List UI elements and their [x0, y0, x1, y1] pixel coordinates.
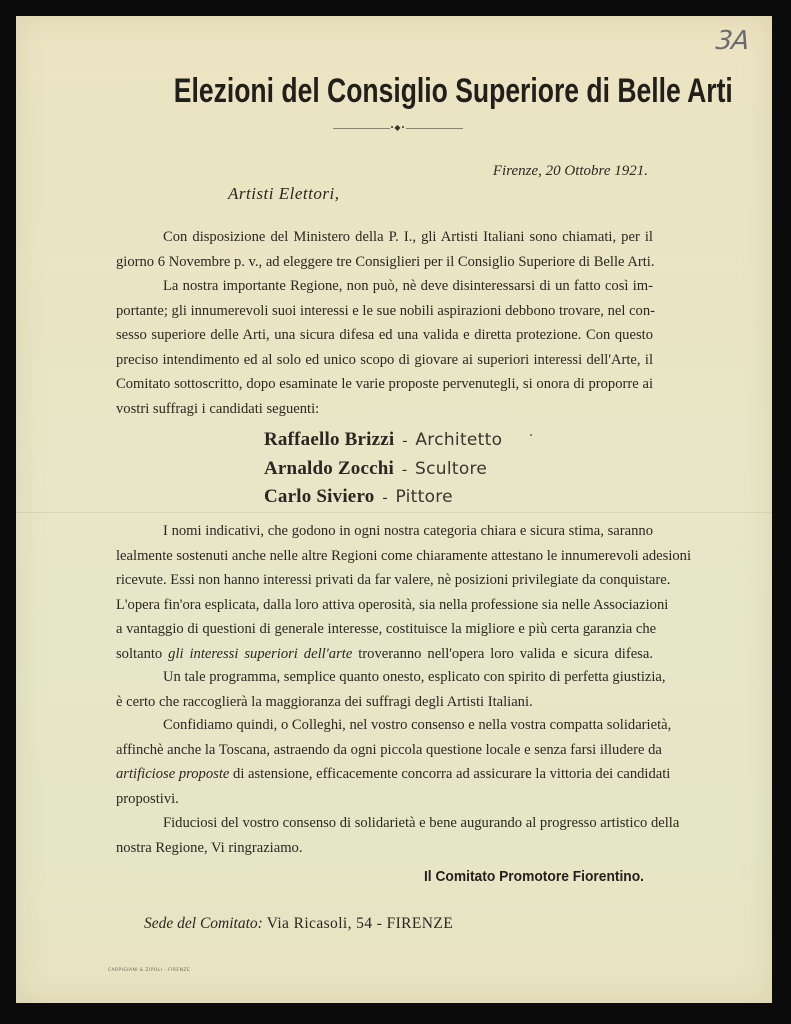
text-line-emphasis	[116, 762, 671, 787]
text-line: affinchè anche la Toscana, astraendo da ogni piccola questione locale e senza farsi illudere da	[116, 741, 662, 758]
text-line: preciso intendimento ed al solo ed unico scopo di giovare ai superiori interessi dell'Arte, il	[116, 351, 653, 368]
title-ornament-icon: •◆•	[390, 123, 406, 132]
paragraph-5	[116, 713, 672, 811]
text-line: propostivi.	[116, 790, 179, 807]
paper-fold-line	[16, 512, 772, 513]
text-line: lealmente sostenuti anche nelle altre Regioni come chiaramente attestano le innumerevoli adesioni	[116, 547, 692, 564]
text-line: Con disposizione del Ministero della P. I., gli Artisti Italiani sono chiamati, per il	[163, 229, 653, 245]
text-line: I nomi indicativi, che godono in ogni nostra categoria chiara e sicura stima, saranno	[163, 523, 653, 539]
candidate-name: Carlo Siviero	[264, 486, 375, 507]
paragraph-6	[116, 811, 680, 860]
text-line: Comitato sottoscritto, dopo esaminate le varie proposte pervenutegli, si onora di proporre ai	[116, 376, 653, 392]
candidate-role: Architetto	[415, 430, 503, 450]
text-line: La nostra importante Regione, non può, nè deve disinteressarsi di un fatto così im-	[163, 278, 653, 294]
address-label: Sede del Comitato:	[144, 915, 263, 932]
text-line: L'opera fin'ora esplicata, dalla loro attiva operosità, sia nella professione sia nelle Associazioni	[116, 596, 669, 613]
candidate-role: Pittore	[395, 487, 453, 507]
stray-ink-dot	[530, 434, 532, 436]
text-span: troveranno nell'opera loro valida e sicura difesa.	[352, 645, 653, 662]
address-value: Via Ricasoli, 54 - FIRENZE	[266, 915, 454, 932]
emphasis-text: artificiose proposte	[116, 766, 230, 782]
text-line: Confidiamo quindi, o Colleghi, nel vostro consenso e nella vostra compatta solidarietà,	[163, 717, 672, 733]
document-title: Elezioni del Consiglio Superiore di Belle Arti	[173, 72, 733, 110]
text-span: soltanto	[116, 645, 169, 662]
candidate-list	[264, 426, 584, 512]
text-line: ricevute. Essi non hanno interessi privati da far valere, nè posizioni privilegiate da conquistare.	[116, 572, 671, 588]
text-line: vostri suffragi i candidati seguenti:	[116, 400, 320, 417]
paragraph-3	[116, 519, 692, 666]
paragraph-4	[116, 665, 666, 714]
dateline: Firenze, 20 Ottobre 1921.	[492, 163, 648, 179]
paragraph-1	[116, 225, 653, 274]
text-line: portante; gli innumerevoli suoi interessi e le sue nobili aspirazioni debbono trovare, nel con-	[116, 302, 656, 319]
candidate-entry	[264, 426, 584, 455]
candidate-entry	[264, 455, 584, 484]
printer-imprint: CARPIGIANI & ZIPOLI - FIRENZE	[108, 968, 191, 973]
text-line-emphasis	[116, 642, 653, 667]
candidate-role: Scultore	[415, 458, 488, 479]
text-line: è certo che raccoglierà la maggioranza dei suffragi degli Artisti Italiani.	[116, 693, 533, 710]
candidate-separator: -	[382, 490, 388, 506]
text-line: Un tale programma, semplice quanto onesto, esplicato con spirito di perfetta giustizia,	[163, 669, 666, 685]
committee-address	[144, 913, 453, 935]
text-line: giorno 6 Novembre p. v., ad eleggere tre Consiglieri per il Consiglio Superiore di Belle Arti.	[116, 253, 655, 270]
text-line: nostra Regione, Vi ringraziamo.	[116, 839, 303, 856]
text-line: a vantaggio di questioni di generale interesse, costituisce la migliore e più certa garanzia che	[116, 621, 657, 637]
candidate-separator: -	[402, 461, 408, 478]
emphasis-text: gli interessi superiori dell'arte	[168, 645, 353, 662]
candidate-separator: -	[402, 433, 408, 449]
text-span: di astensione, efficacemente concorra ad assicurare la vittoria dei candidati	[229, 766, 671, 782]
candidate-name: Arnaldo Zocchi	[264, 457, 395, 479]
paragraph-2	[116, 274, 656, 421]
salutation: Artisti Elettori,	[228, 184, 340, 203]
signature-committee: Il Comitato Promotore Fiorentino.	[423, 868, 644, 885]
archive-mark: 3A	[714, 26, 750, 56]
text-line: sesso superiore delle Arti, una sicura difesa ed una valida e diretta protezione. Con questo	[116, 327, 653, 343]
text-line: Fiduciosi del vostro consenso di solidarietà e bene augurando al progresso artistico della	[163, 815, 680, 831]
candidate-entry	[264, 483, 584, 512]
candidate-name: Raffaello Brizzi	[264, 429, 395, 450]
